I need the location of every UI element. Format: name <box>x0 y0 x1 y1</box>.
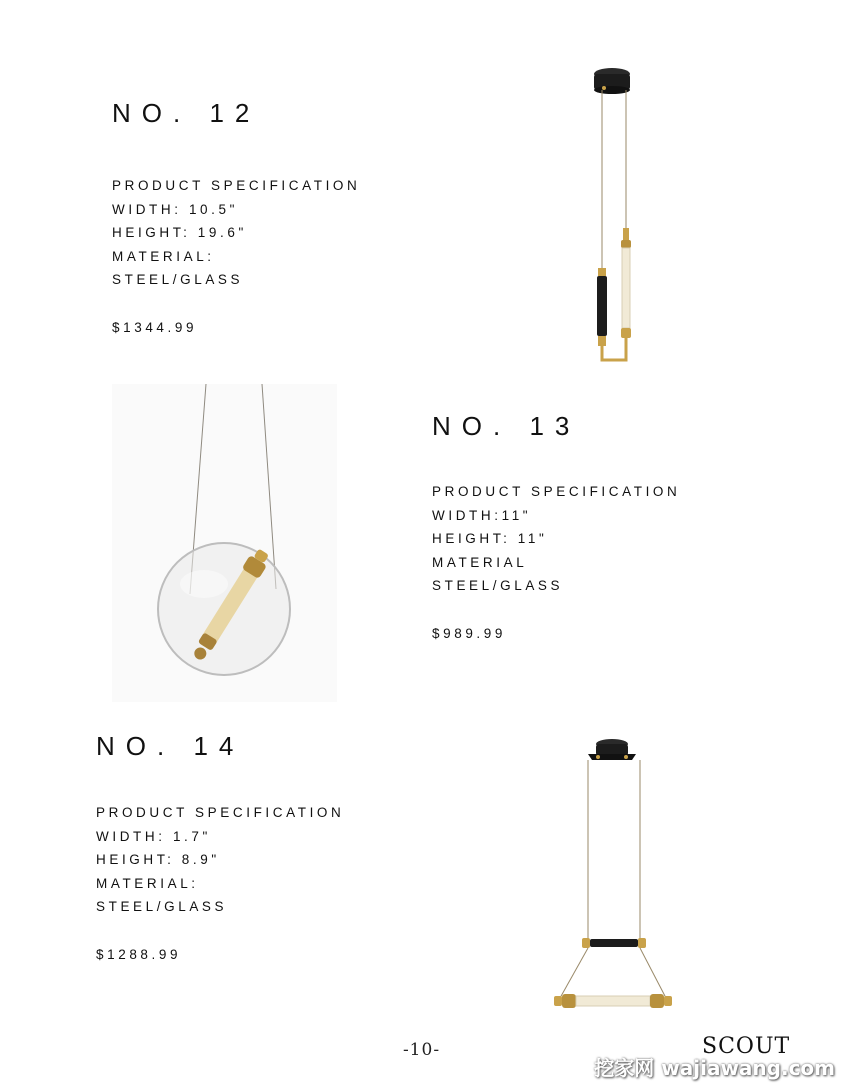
spec-height: HEIGHT: 11" <box>432 531 548 547</box>
spec-material: STEEL/GLASS <box>432 578 564 594</box>
product-13-title: NO. 13 <box>432 411 581 441</box>
product-12-pendant-image <box>560 60 670 365</box>
spec-material-label: MATERIAL: <box>112 248 215 264</box>
spec-heading: PRODUCT SPECIFICATION <box>96 805 345 820</box>
spec-width: WIDTH: 10.5" <box>112 201 239 217</box>
product-12-title: NO. 12 <box>112 98 261 128</box>
product-price: $1344.99 <box>112 319 198 335</box>
spec-material-label: MATERIAL <box>432 554 528 570</box>
product-13-globe-pendant-image <box>112 384 337 702</box>
product-13-spec <box>432 480 680 645</box>
product-12-spec <box>112 174 360 339</box>
spec-material: STEEL/GLASS <box>112 272 244 288</box>
spec-heading: PRODUCT SPECIFICATION <box>112 178 361 193</box>
spec-width: WIDTH: 1.7" <box>96 828 211 844</box>
brand-logo: SCOUT <box>702 1034 791 1059</box>
watermark: 挖家网 wajiawang.com <box>594 1056 835 1080</box>
spec-height: HEIGHT: 8.9" <box>96 852 220 868</box>
product-price: $1288.99 <box>96 946 182 962</box>
spec-height: HEIGHT: 19.6" <box>112 225 247 241</box>
product-14-title: NO. 14 <box>96 731 245 761</box>
product-14-linear-pendant-image <box>548 730 678 1020</box>
spec-heading: PRODUCT SPECIFICATION <box>432 484 681 499</box>
product-14-spec <box>96 801 344 966</box>
spec-material-label: MATERIAL: <box>96 875 199 891</box>
spec-material: STEEL/GLASS <box>96 899 228 915</box>
page-number: -10- <box>402 1040 441 1060</box>
product-price: $989.99 <box>432 625 506 641</box>
spec-width: WIDTH:11" <box>432 507 532 523</box>
